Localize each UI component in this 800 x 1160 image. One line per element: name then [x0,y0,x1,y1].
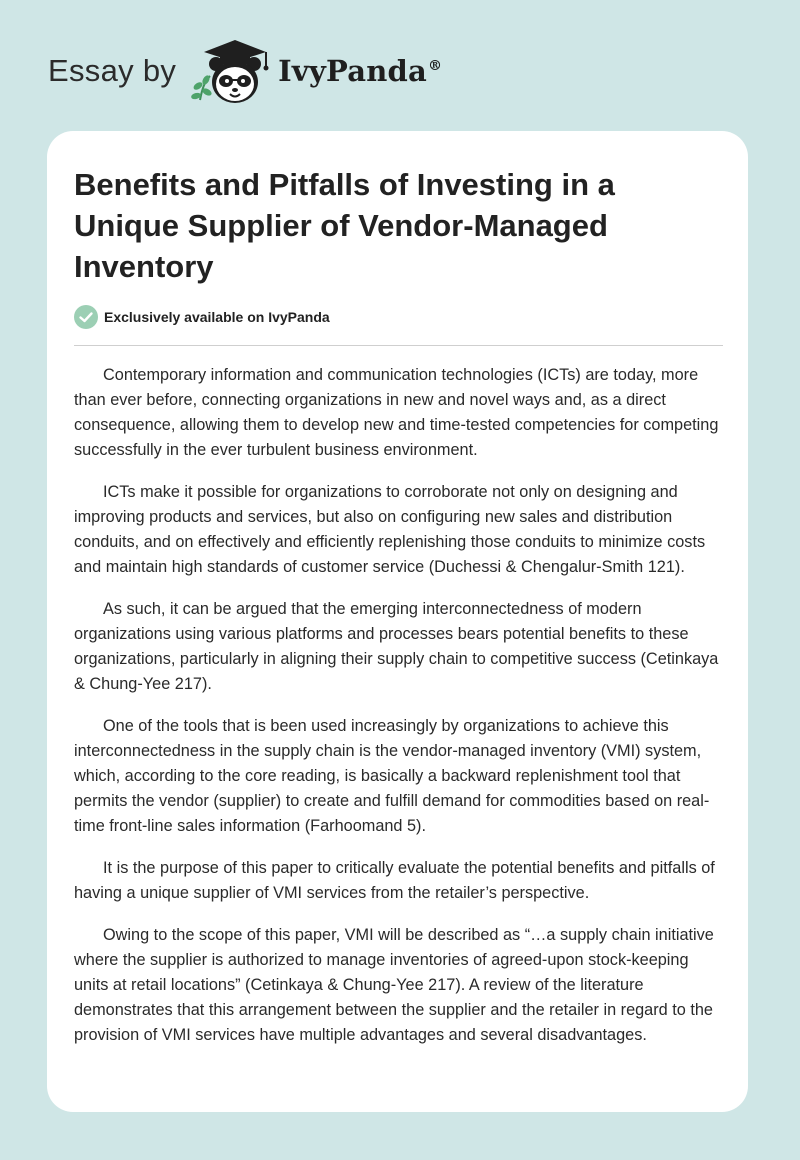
site-header [0,0,800,130]
paragraph-5: It is the purpose of this paper to critically evaluate the potential benefits and pitfalls of having a unique supplier of VMI services from the retailer’s perspective. [74,859,715,902]
panda-graduate-logo-icon [186,34,278,108]
exclusive-label: Exclusively available on IvyPanda [104,309,330,325]
brand-name-text: IvyPanda [278,54,428,88]
check-circle-icon [74,305,98,329]
registered-mark: ® [428,58,443,75]
brand-logo-link[interactable] [48,36,442,106]
title-divider [74,345,723,346]
paragraph-3: As such, it can be argued that the emerging interconnectedness of modern organizations using various platforms and processes bears potential benefits to these organizations, particularly in aligning their supply chain to competitive success (Cetinkaya & Chung-Yee 217). [74,600,719,693]
essay-body [74,363,724,1065]
essay-title: Benefits and Pitfalls of Investing in a Unique Supplier of Vendor-Managed Inventory [74,167,615,284]
exclusive-badge [74,305,330,329]
paragraph-4: One of the tools that is been used increasingly by organizations to achieve this interconnectedness in the supply chain is the vendor-managed inventory (VMI) system, which, according to the core reading, is basically a backward replenishment tool that permits the vendor (supplier) to create and fulfill demand for commodities based on real-time front-line sales information (Farhoomand 5). [74,717,710,835]
essay-card [47,131,748,1112]
paragraph-1: Contemporary information and communication technologies (ICTs) are today, more than ever before, connecting organizations in new and novel ways and, as a direct consequence, allowing them to develop new and time-tested competencies for competing successfully in the ever turbulent business environment. [74,366,719,459]
essay-by-label: Essay by [48,53,177,88]
brand-name [278,54,442,88]
paragraph-6: Owing to the scope of this paper, VMI will be described as “…a supply chain initiative where the supplier is authorized to manage inventories of agreed-upon stock-keeping units at retail locations” (Cetinkaya & Chung-Yee 217). A review of the literature demonstrates that this arrangement between the supplier and the retailer in regard to the provision of VMI services have multiple advantages and several disadvantages. [74,926,714,1044]
paragraph-2: ICTs make it possible for organizations to corroborate not only on designing and improving products and services, but also on configuring new sales and distribution conduits, and on effectively and efficiently replenishing those conduits to minimize costs and maintain high standards of customer service (Duchessi & Chengalur-Smith 121). [74,483,706,576]
